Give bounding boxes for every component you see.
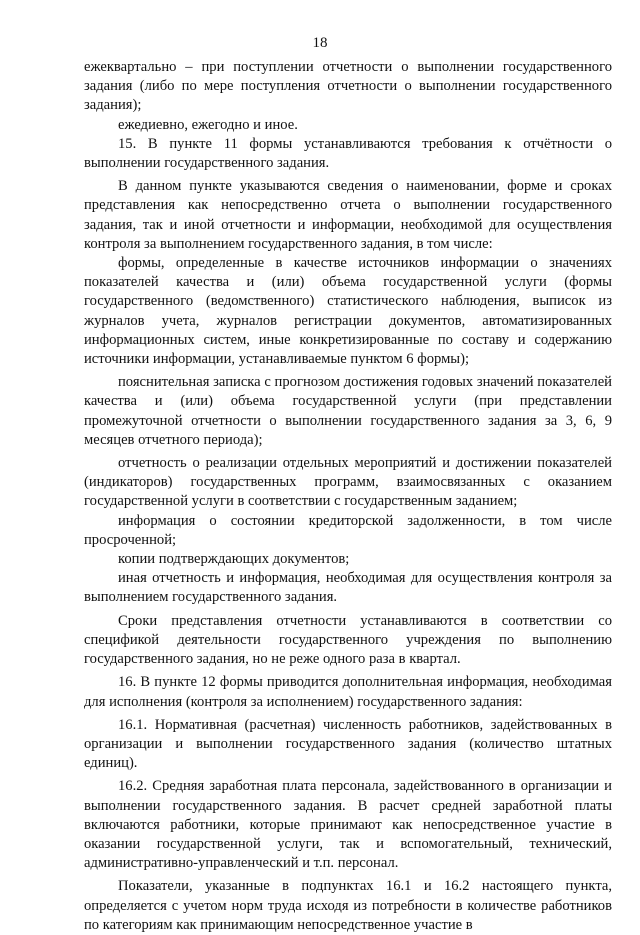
paragraph-item-16: 16. В пункте 12 формы приводится дополнительная информация, необходимая для исполнения (контроля за исполнением) государственного задания: <box>84 674 612 710</box>
page-number: 18 <box>312 35 328 51</box>
paragraph-copies: копии подтверждающих документов; <box>118 551 350 568</box>
paragraph-other-reporting: иная отчетность и информация, необходимая для осуществления контроля за выполнением государственного задания. <box>84 570 612 606</box>
paragraph-explanatory-note: пояснительная записка с прогнозом достижения годовых значений показателей качества и (или) объема государственной услуги (при представлении промежуточной отчетности о выполнении государственного задания за 3, 6, 9 месяцев отчетного периода); <box>84 374 612 448</box>
paragraph-quarterly: ежеквартально – при поступлении отчетности о выполнении государственного задания (либо по мере поступления отчетности о выполнении государственного задания); <box>84 59 612 114</box>
paragraph-item-16-1: 16.1. Нормативная (расчетная) численность работников, задействованных в организации и выполнении государственного задания (количество штатных единиц). <box>84 716 612 772</box>
paragraph-item-15: 15. В пункте 11 формы устанавливаются требования к отчётности о выполнении государственного задания. <box>84 135 612 172</box>
paragraph-deadlines: Сроки представления отчетности устанавливаются в соответствии со спецификой деятельности государственного учреждения по выполнению государственного задания, но не реже одного раза в квартал. <box>84 612 612 668</box>
paragraph-item-16-2: 16.2. Средняя заработная плата персонала, задействованного в организации и выполнении государственного задания. В расчет средней заработной платы включаются работники, которые принимают как непосредственное участие в оказании государственной услуги, так и вспомогательный, технический, административно-управленческий и т.п. персонал. <box>84 778 612 872</box>
paragraph-daily: ежедиевно, ежегодно и иное. <box>118 116 298 133</box>
paragraph-program-reporting: отчетность о реализации отдельных мероприятий и достижении показателей (индикаторов) государственных программ, взаимосвязанных с оказанием государственной услуги в соответствии с государственным заданием; <box>84 455 612 510</box>
paragraph-payables: информация о состоянии кредиторской задолженности, в том числе просроченной; <box>84 512 612 548</box>
document-body <box>84 58 612 935</box>
paragraph-forms: формы, определенные в качестве источников информации о значениях показателей качества и (или) объема государственной услуги (формы государственного (ведомственного) статистического наблюдения, выписок из журналов учета, журналов регистрации документов, автоматизированных информационных систем, иные конкретизированные по составу и содержанию источники информации, устанавливаемые пунктом 6 формы); <box>84 255 612 368</box>
paragraph-item-15-details: В данном пункте указываются сведения о наименовании, форме и сроках представления как непосредственно отчета о выполнении государственного задания, так и иной отчетности и информации, необходимой для осуществления контроля за выполнением государственного задания, в том числе: <box>84 178 612 252</box>
paragraph-indicators: Показатели, указанные в подпунктах 16.1 и 16.2 настоящего пункта, определяется с учетом норм труда исходя из потребности в количестве работников по категориям как принимающим непосредственное участие в <box>84 878 612 933</box>
